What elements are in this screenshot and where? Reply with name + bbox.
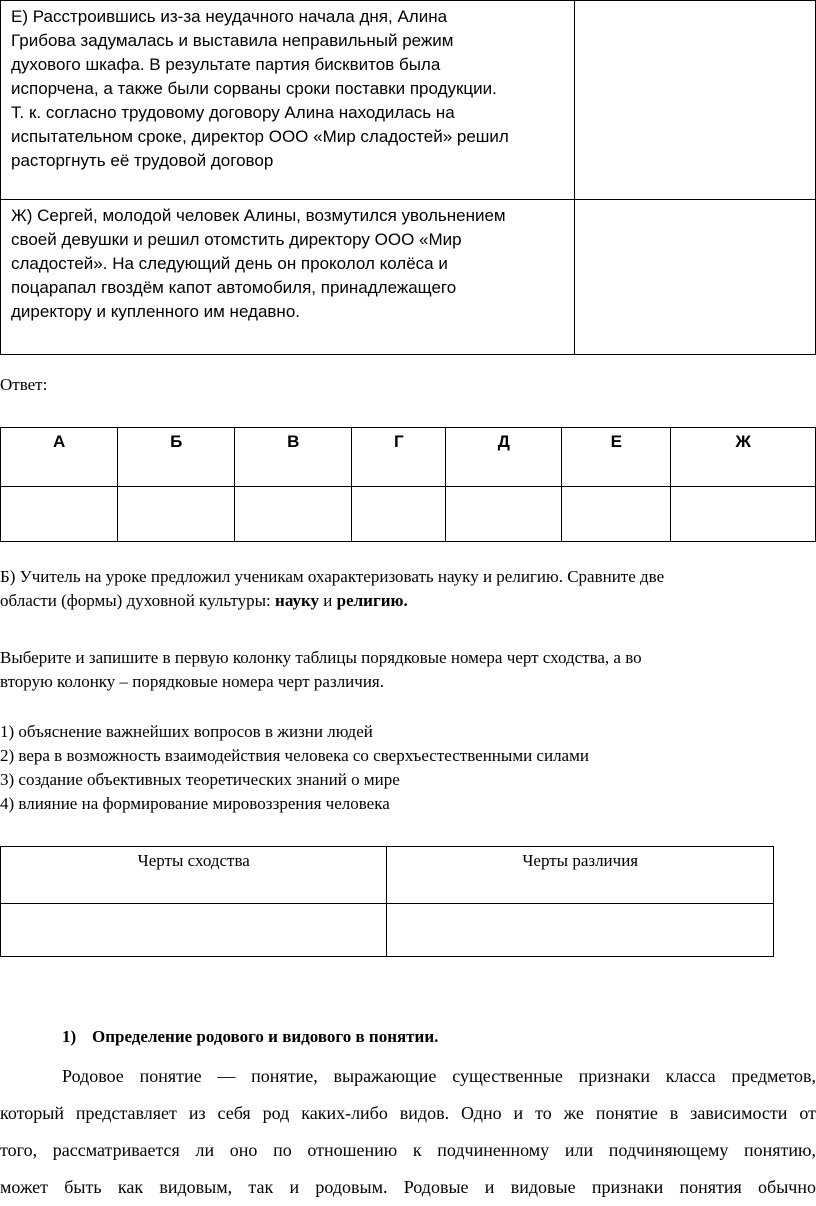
section-heading (62, 1027, 438, 1047)
text-line: испытательном сроке, директор ООО «Мир сладостей» решил (11, 127, 509, 146)
section-title: Определение родового и видового в понятии. (92, 1027, 439, 1046)
answer-cell-e[interactable] (562, 487, 671, 542)
letter-header-zh: Ж (671, 428, 816, 487)
instruction-paragraph (0, 646, 816, 694)
text-line: сладостей». На следующий день он проколол колёса и (11, 254, 448, 273)
letter-header-a: А (1, 428, 118, 487)
answer-cell-zh[interactable] (671, 487, 816, 542)
letter-header-g: Г (352, 428, 446, 487)
list-item: 2) вера в возможность взаимодействия человека со сверхъестественными силами (0, 746, 589, 765)
text-line: испорчена, а также были сорваны сроки поставки продукции. (11, 79, 497, 98)
letter-header-b: Б (118, 428, 235, 487)
answer-letters-header-row (1, 428, 816, 487)
letter-header-d: Д (446, 428, 562, 487)
scenario-row-zh (1, 200, 816, 355)
text-line: директору и купленного им недавно. (11, 302, 300, 321)
text-line: поцарапал гвоздём капот автомобиля, принадлежащего (11, 278, 457, 297)
differences-cell[interactable] (387, 904, 774, 957)
text-line: Т. к. согласно трудовому договору Алина находилась на (11, 103, 455, 122)
list-item: 3) создание объективных теоретических знаний о мире (0, 770, 400, 789)
answer-letters-input-row (1, 487, 816, 542)
bold-religion: религию. (336, 591, 408, 610)
header-similarities: Черты сходства (1, 847, 387, 904)
section-number: 1) (62, 1027, 77, 1046)
body-line: который представляет из себя род каких-либо видов. Одно и то же понятие в зависимости от (0, 1103, 816, 1123)
scenario-answer-cell-e[interactable] (575, 1, 816, 200)
answer-cell-v[interactable] (235, 487, 352, 542)
answer-label: Ответ: (0, 375, 48, 394)
text-line: своей девушки и решил отомстить директору ООО «Мир (11, 230, 462, 249)
text-fragment: и (319, 591, 337, 610)
scenario-text-e (1, 1, 575, 200)
text-line: Б) Учитель на уроке предложил ученикам охарактеризовать науку и религию. Сравните две (0, 567, 665, 586)
traits-list (0, 720, 589, 816)
body-line-first: Родовое понятие — понятие, выражающие существенные признаки класса предметов, (62, 1066, 816, 1086)
text-line (0, 589, 816, 613)
text-line: расторгнуть её трудовой договор (11, 151, 274, 170)
answer-cell-g[interactable] (352, 487, 446, 542)
answer-cell-a[interactable] (1, 487, 118, 542)
answer-letters-table (0, 427, 816, 542)
task-b-paragraph (0, 565, 816, 613)
comparison-table (0, 846, 774, 957)
similarities-cell[interactable] (1, 904, 387, 957)
scenario-text-zh (1, 200, 575, 355)
text-line: Выберите и запишите в первую колонку таблицы порядковые номера черт сходства, а во (0, 648, 642, 667)
header-differences: Черты различия (387, 847, 774, 904)
list-item: 4) влияние на формирование мировоззрения человека (0, 794, 390, 813)
text-line: Ж) Сергей, молодой человек Алины, возмутился увольнением (11, 206, 506, 225)
text-line: Грибова задумалась и выставила неправильный режим (11, 31, 454, 50)
scenario-row-e (1, 1, 816, 200)
answer-cell-d[interactable] (446, 487, 562, 542)
text-fragment: области (формы) духовной культуры: (0, 591, 276, 610)
text-line: Е) Расстроившись из-за неудачного начала дня, Алина (11, 7, 448, 26)
letter-header-v: В (235, 428, 352, 487)
body-line: того, рассматривается ли оно по отношению к подчиненному или подчиняющему понятию, (0, 1140, 816, 1160)
body-line: может быть как видовым, так и родовым. Родовые и видовые признаки понятия обычно (0, 1177, 816, 1197)
scenario-table (0, 0, 816, 355)
comparison-input-row (1, 904, 774, 957)
letter-header-e: Е (562, 428, 671, 487)
text-line: духового шкафа. В результате партия бисквитов была (11, 55, 441, 74)
scenario-answer-cell-zh[interactable] (575, 200, 816, 355)
body-paragraph (0, 1058, 816, 1206)
answer-cell-b[interactable] (118, 487, 235, 542)
bold-science: науку (275, 591, 320, 610)
comparison-header-row (1, 847, 774, 904)
text-line: вторую колонку – порядковые номера черт различия. (0, 672, 384, 691)
list-item: 1) объяснение важнейших вопросов в жизни людей (0, 722, 373, 741)
